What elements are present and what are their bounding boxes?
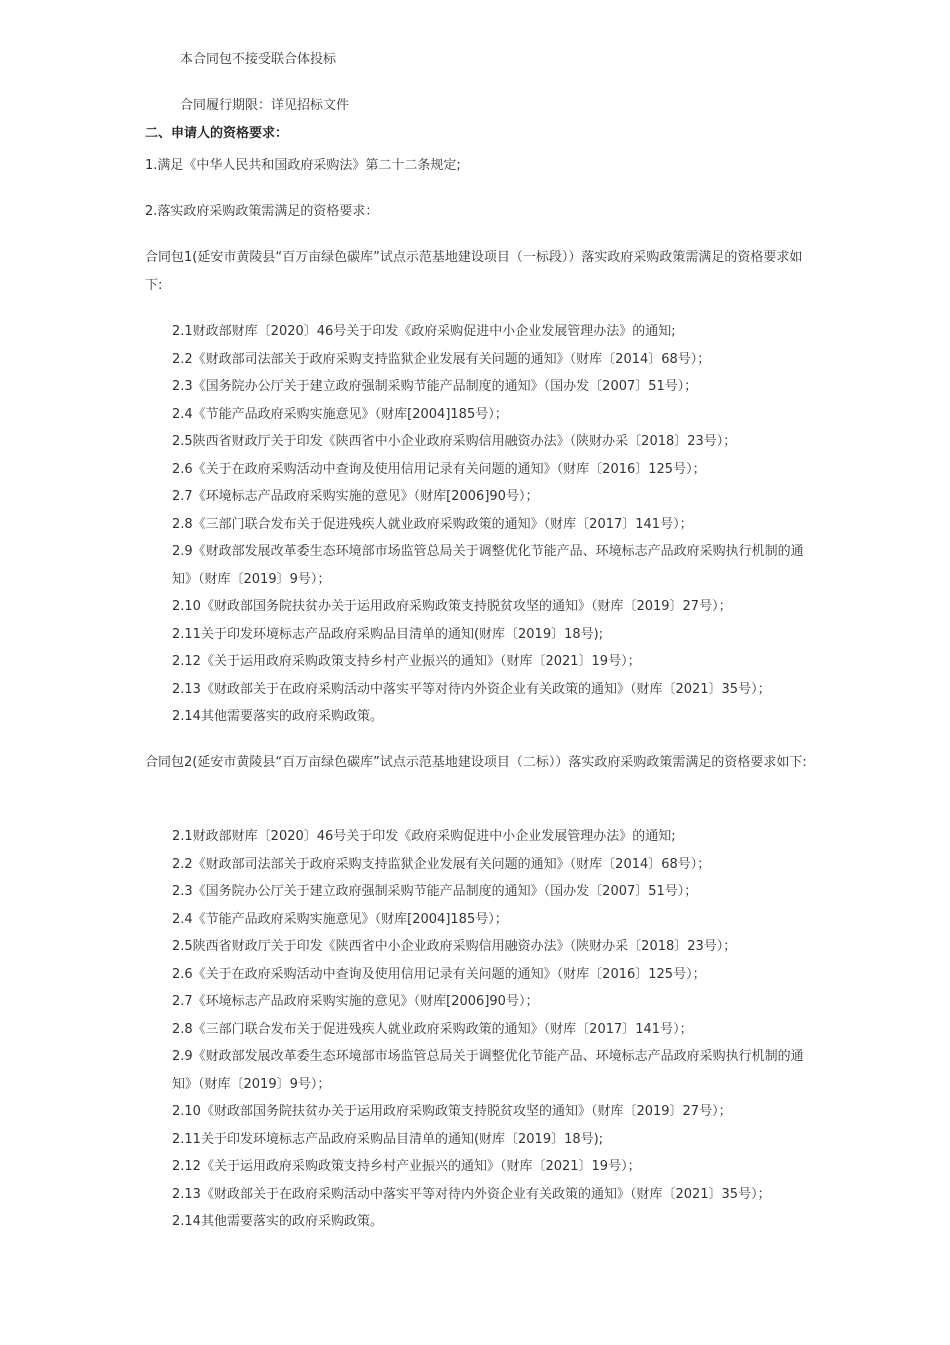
package-1-policy-list [172, 318, 822, 731]
list-item: 2.12《关于运用政府采购政策支持乡村产业振兴的通知》（财库〔2021〕19号）； [172, 654, 641, 669]
list-item: 2.1财政部财库〔2020〕46号关于印发《政府采购促进中小企业发展管理办法》的通知; [172, 324, 676, 339]
list-item: 2.6《关于在政府采购活动中查询及使用信用记录有关问题的通知》（财库〔2016〕125号）； [172, 461, 706, 477]
package-2-policy-list [172, 823, 822, 1236]
list-item: 2.2《财政部司法部关于政府采购支持监狱企业发展有关问题的通知》（财库〔2014〕68号）； [172, 351, 711, 367]
list-item: 2.8《三部门联合发布关于促进残疾人就业政府采购政策的通知》（财库〔2017〕141号）； [172, 1021, 693, 1037]
contract-period-note: 合同履行期限：详见招标文件 [180, 98, 350, 113]
list-item: 2.2《财政部司法部关于政府采购支持监狱企业发展有关问题的通知》（财库〔2014〕68号）； [172, 856, 711, 872]
list-item: 2.10《财政部国务院扶贫办关于运用政府采购政策支持脱贫攻坚的通知》（财库〔2019〕27号）； [172, 599, 732, 614]
list-item: 2.10《财政部国务院扶贫办关于运用政府采购政策支持脱贫攻坚的通知》（财库〔2019〕27号）； [172, 1104, 732, 1119]
section-2-heading: 二、申请人的资格要求： [145, 126, 289, 141]
list-item: 2.3《国务院办公厅关于建立政府强制采购节能产品制度的通知》（国办发〔2007〕51号）； [172, 884, 698, 899]
requirement-1: 1.满足《中华人民共和国政府采购法》第二十二条规定; [145, 158, 461, 173]
list-item: 2.14其他需要落实的政府采购政策。 [172, 1214, 383, 1229]
package-1-intro: 合同包1(延安市黄陵县“百万亩绿色碳库”试点示范基地建设项目（一标段））落实政府采购政策需满足的资格要求如下: [145, 250, 803, 293]
list-item: 2.1财政部财库〔2020〕46号关于印发《政府采购促进中小企业发展管理办法》的通知; [172, 829, 676, 844]
list-item: 2.13《财政部关于在政府采购活动中落实平等对待内外资企业有关政策的通知》（财库〔2021〕35号）； [172, 681, 771, 697]
list-item: 2.5陕西省财政厅关于印发《陕西省中小企业政府采购信用融资办法》（陕财办采〔2018〕23号）； [172, 434, 737, 449]
list-item: 2.11关于印发环境标志产品政府采购品目清单的通知(财库〔2019〕18号); [172, 1131, 604, 1147]
list-item: 2.14其他需要落实的政府采购政策。 [172, 709, 383, 724]
list-item: 2.12《关于运用政府采购政策支持乡村产业振兴的通知》（财库〔2021〕19号）； [172, 1159, 641, 1174]
list-item: 2.7《环境标志产品政府采购实施的意见》（财库[2006]90号）； [172, 994, 539, 1009]
list-item: 2.4《节能产品政府采购实施意见》（财库[2004]185号）； [172, 911, 508, 927]
list-item: 2.4《节能产品政府采购实施意见》（财库[2004]185号）； [172, 406, 508, 422]
list-item: 2.13《财政部关于在政府采购活动中落实平等对待内外资企业有关政策的通知》（财库〔2021〕35号）； [172, 1186, 771, 1202]
list-item: 2.3《国务院办公厅关于建立政府强制采购节能产品制度的通知》（国办发〔2007〕51号）； [172, 379, 698, 394]
list-item: 2.5陕西省财政厅关于印发《陕西省中小企业政府采购信用融资办法》（陕财办采〔2018〕23号）； [172, 939, 737, 954]
list-item: 2.6《关于在政府采购活动中查询及使用信用记录有关问题的通知》（财库〔2016〕125号）； [172, 966, 706, 982]
requirement-2: 2.落实政府采购政策需满足的资格要求： [145, 204, 379, 219]
list-item: 2.8《三部门联合发布关于促进残疾人就业政府采购政策的通知》（财库〔2017〕141号）； [172, 516, 693, 532]
list-item: 2.9《财政部发展改革委生态环境部市场监管总局关于调整优化节能产品、环境标志产品政府采购执行机制的通知》（财库〔2019〕9号）； [172, 1049, 804, 1092]
no-consortium-note: 本合同包不接受联合体投标 [180, 52, 337, 67]
list-item: 2.11关于印发环境标志产品政府采购品目清单的通知(财库〔2019〕18号); [172, 626, 604, 642]
list-item: 2.9《财政部发展改革委生态环境部市场监管总局关于调整优化节能产品、环境标志产品政府采购执行机制的通知》（财库〔2019〕9号）； [172, 544, 804, 587]
list-item: 2.7《环境标志产品政府采购实施的意见》（财库[2006]90号）； [172, 489, 539, 504]
package-2-intro: 合同包2(延安市黄陵县“百万亩绿色碳库”试点示范基地建设项目（二标））落实政府采购政策需满足的资格要求如下: [145, 755, 807, 770]
